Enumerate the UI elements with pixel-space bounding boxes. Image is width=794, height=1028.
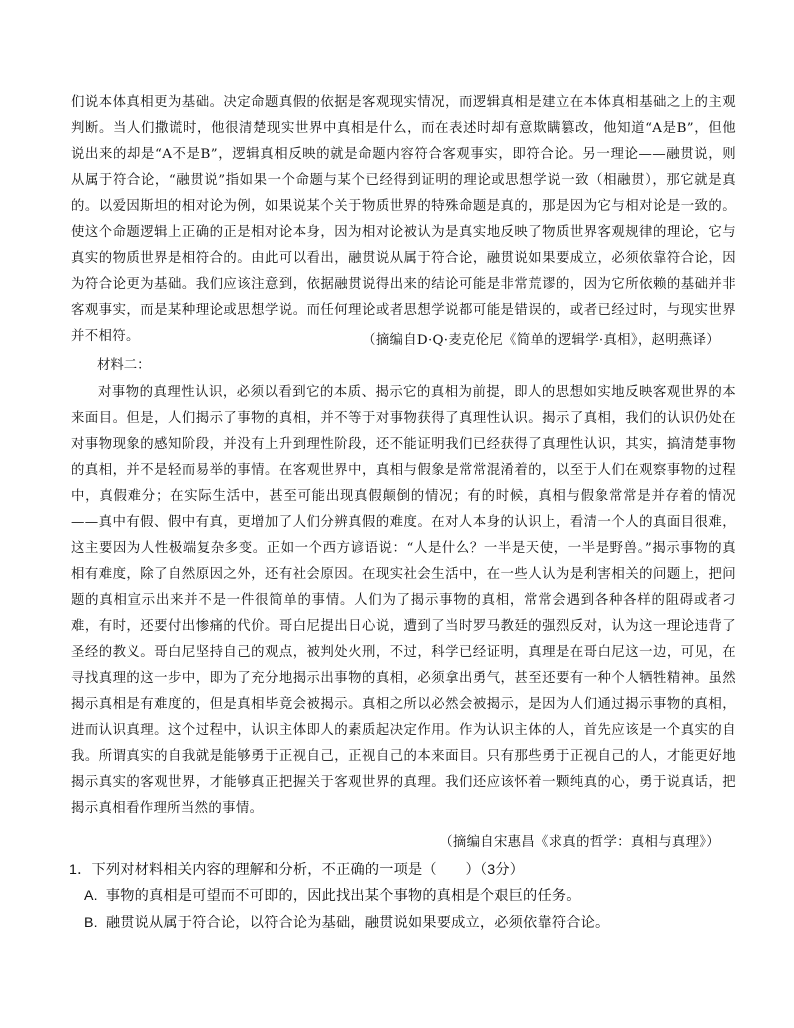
option-letter: A. (84, 888, 98, 904)
option-letter: B. (84, 915, 98, 931)
material-one-paragraph: 们说本体真相更为基础。决定命题真假的依据是客观现实情况，而逻辑真相是建立在本体真相基础之上的主观判断。当人们撒谎时，他很清楚现实世界中真相是什么，而在表述时却有意欺瞒篡改，他知道“A是B”，但他说出来的却是“A不是B”，逻辑真相反映的就是命题内容符合客观事实，即符合论。另一理论——融贯说，则从属于符合论，“融贯说”指如果一个命题与某个已经得到证明的理论或思想学说一致（相融贯），那它就是真的。以爱因斯坦的相对论为例，如果说某个关于物质世界的特殊命题是真的，那是因为它与相对论是一致的。使这个命题逻辑上正确的正是相对论本身，因为相对论被认为是真实地反映了物质世界客观规律的理论，它与真实的物质世界是相符合的。由此可以看出，融贯说从属于符合论，融贯说如果要成立，必须依靠符合论，因为符合论更为基础。我们应该注意到，依据融贯说得出来的结论可能是非常荒谬的，因为它所依赖的基础并非客观事实，而是某种理论或思想学说。而任何理论或者思想学说都可能是错误的，或者已经过时，与现实世界并不相符。 (71, 95, 736, 344)
option-text: 事物的真相是可望而不可即的，因此找出某个事物的真相是个艰巨的任务。 (105, 888, 581, 904)
material-two-paragraph: 对事物的真理性认识，必须以看到它的本质、揭示它的真相为前提，即人的思想如实地反映客观世界的本来面目。但是，人们揭示了事物的真相，并不等于对事物获得了真理性认识。揭示了真相，我们的认识仍处在对事物现象的感知阶段，并没有上升到理性阶段，还不能证明我们已经获得了真理性认识，其实，搞清楚事物的真相，并不是轻而易举的事情。在客观世界中，真相与假象是常常混淆着的，以至于人们在观察事物的过程中，真假难分；在实际生活中，甚至可能出现真假颠倒的情况；有的时候，真相与假象常常是并存着的情况——真中有假、假中有真，更增加了人们分辨真假的难度。在对人本身的认识上，看清一个人的真面目很难，这主要因为人性极端复杂多变。正如一个西方谚语说：“人是什么？一半是天使，一半是野兽。”揭示事物的真相有难度，除了自然原因之外，还有社会原因。在现实社会生活中，在一些人认为是利害相关的问题上，把问题的真相宣示出来并不是一件很简单的事情。人们为了揭示事物的真相，常常会遇到各种各样的阻碍或者刁难，有时，还要付出惨痛的代价。哥白尼提出日心说，遭到了当时罗马教廷的强烈反对，认为这一理论违背了圣经的教义。哥白尼坚持自己的观点，被判处火刑，不过，科学已经证明，真理是在哥白尼这一边，可见，在寻找真理的这一步中，即为了充分地揭示出事物的真相，必须拿出勇气，甚至还要有一种个人牺牲精神。虽然揭示真相是有难度的，但是真相毕竟会被揭示。真相之所以必然会被揭示，是因为人们通过揭示事物的真相，进而认识真理。这个过程中，认识主体即人的素质起决定作用。作为认识主体的人，首先应该是一个真实的自我。所谓真实的自我就是能够勇于正视自己，正视自己的本来面目。只有那些勇于正视自己的人，才能更好地揭示真实的客观世界，才能够真正把握关于客观世界的真理。我们还应该怀着一颗纯真的心，勇于说真话，把揭示真相看作理所当然的事情。 (71, 385, 736, 816)
question-one-option-b[interactable] (84, 912, 609, 934)
question-one-stem: 1．下列对材料相关内容的理解和分析，不正确的一项是（ ）（3分） (69, 862, 525, 878)
material-one-source: （摘编自D·Q·麦克伦尼《简单的逻辑学·真相》，赵明燕译） (362, 333, 720, 348)
question-one-option-a[interactable] (84, 885, 581, 907)
material-two-heading: 材料二： (97, 358, 151, 373)
option-text: 融贯说从属于符合论，以符合论为基础，融贯说如果要成立，必须依靠符合论。 (105, 915, 610, 931)
material-two-source: （摘编自宋惠昌《求真的哲学：真相与真理》） (439, 835, 720, 850)
